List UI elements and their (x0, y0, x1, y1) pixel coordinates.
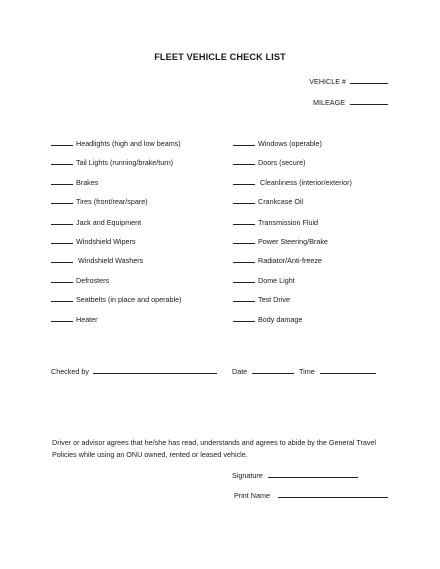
check-blank[interactable] (233, 138, 255, 146)
check-blank[interactable] (233, 157, 255, 165)
mileage-label: MILEAGE (313, 98, 345, 107)
signature-label: Signature (232, 471, 263, 480)
mileage-line[interactable] (350, 97, 388, 105)
right-item-cleanliness (233, 177, 352, 187)
vehicle-number-field (309, 76, 388, 86)
right-item-windows (233, 138, 322, 148)
checked-by-label: Checked by (51, 367, 89, 376)
item-label: Crankcase Oil (258, 197, 304, 206)
agreement-text: Driver or advisor agrees that he/she has read, understands and agrees to abide by the General Travel Policies while using an ONU owned, rented or leased vehicle. (52, 438, 377, 459)
right-item-doors (233, 157, 306, 167)
item-label: Tail Lights (running/brake/turn) (76, 158, 174, 167)
check-blank[interactable] (51, 217, 73, 225)
time-field (299, 366, 376, 376)
check-blank[interactable] (51, 275, 73, 283)
right-item-crankcase-oil (233, 196, 303, 206)
right-item-transmission-fluid (233, 217, 318, 227)
check-blank[interactable] (233, 236, 255, 244)
left-item-brakes (51, 177, 98, 187)
left-item-defrosters (51, 275, 109, 285)
vehicle-number-label: VEHICLE # (309, 77, 346, 86)
item-label: Radiator/Anti-freeze (258, 256, 322, 265)
check-blank[interactable] (51, 314, 73, 322)
print-name-field (234, 490, 388, 500)
item-label: Seatbelts (in place and operable) (76, 295, 182, 304)
check-blank[interactable] (233, 255, 255, 263)
item-label: Windows (operable) (258, 139, 322, 148)
item-label: Tires (front/rear/spare) (76, 197, 148, 206)
time-line[interactable] (320, 366, 376, 374)
left-item-heater (51, 314, 98, 324)
left-item-washers (51, 255, 143, 265)
date-field (232, 366, 294, 376)
item-label: Doors (secure) (258, 158, 306, 167)
item-label: Windshield Washers (76, 256, 144, 265)
check-blank[interactable] (51, 294, 73, 302)
item-label: Brakes (76, 178, 99, 187)
check-blank[interactable] (51, 255, 73, 263)
document-title: FLEET VEHICLE CHECK LIST (154, 52, 286, 62)
signature-field (232, 470, 358, 480)
check-blank[interactable] (51, 157, 73, 165)
check-blank[interactable] (51, 138, 73, 146)
right-item-body-damage (233, 314, 302, 324)
left-item-seatbelts (51, 294, 182, 304)
check-blank[interactable] (233, 177, 255, 185)
check-blank[interactable] (233, 217, 255, 225)
left-item-tires (51, 196, 148, 206)
right-item-dome-light (233, 275, 295, 285)
item-label: Transmission Fluid (258, 218, 319, 227)
item-label: Dome Light (258, 276, 295, 285)
check-blank[interactable] (233, 196, 255, 204)
check-blank[interactable] (233, 314, 255, 322)
left-item-wipers (51, 236, 136, 246)
check-blank[interactable] (51, 236, 73, 244)
date-line[interactable] (252, 366, 294, 374)
print-name-label: Print Name (234, 491, 270, 500)
right-item-radiator (233, 255, 322, 265)
right-item-power-steering (233, 236, 328, 246)
item-label: Heater (76, 315, 98, 324)
checked-by-field (51, 366, 217, 376)
item-label: Test Drive (258, 295, 290, 304)
time-label: Time (299, 367, 315, 376)
left-item-headlights (51, 138, 181, 148)
left-item-tail-lights (51, 157, 173, 167)
checked-by-line[interactable] (93, 366, 217, 374)
signature-line[interactable] (268, 470, 358, 478)
print-name-line[interactable] (278, 490, 388, 498)
item-label: Power Steering/Brake (258, 237, 328, 246)
item-label: Windshield Wipers (76, 237, 136, 246)
mileage-field (313, 97, 388, 107)
item-label: Body damage (258, 315, 303, 324)
item-label: Defrosters (76, 276, 110, 285)
item-label: Jack and Equipment (76, 218, 142, 227)
vehicle-number-line[interactable] (350, 76, 388, 84)
check-blank[interactable] (233, 294, 255, 302)
check-blank[interactable] (51, 196, 73, 204)
left-item-jack (51, 217, 141, 227)
check-blank[interactable] (51, 177, 73, 185)
right-item-test-drive (233, 294, 290, 304)
date-label: Date (232, 367, 248, 376)
item-label: Cleanliness (interior/exterior) (258, 178, 352, 187)
check-blank[interactable] (233, 275, 255, 283)
item-label: Headlights (high and low beams) (76, 139, 181, 148)
